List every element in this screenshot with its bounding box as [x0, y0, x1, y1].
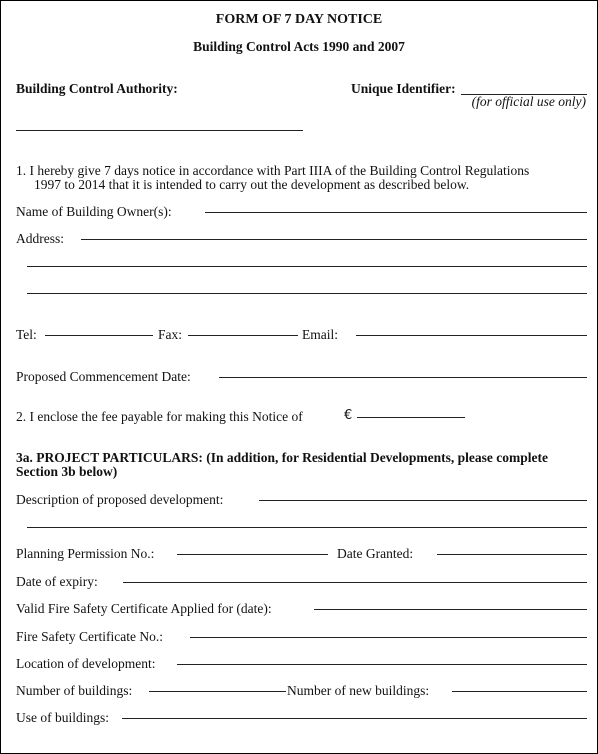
planning-permission-field[interactable] — [177, 554, 328, 555]
date-of-expiry-label: Date of expiry: — [16, 574, 98, 589]
fee-amount-field[interactable] — [357, 417, 465, 418]
use-of-buildings-field[interactable] — [122, 718, 587, 719]
form-title: FORM OF 7 DAY NOTICE — [215, 12, 383, 27]
date-granted-field[interactable] — [437, 554, 587, 555]
form-subtitle: Building Control Acts 1990 and 2007 — [193, 39, 405, 54]
address-label: Address: — [16, 231, 64, 246]
number-of-new-buildings-label: Number of new buildings: — [287, 683, 430, 698]
section3a-heading-line2: Section 3b below) — [16, 464, 118, 479]
number-of-buildings-field[interactable] — [149, 691, 286, 692]
date-of-expiry-field[interactable] — [123, 582, 587, 583]
owner-field[interactable] — [205, 212, 587, 213]
address-field-line3[interactable] — [27, 293, 587, 294]
section1-line1: 1. I hereby give 7 days notice in accordance with Part IIIA of the Building Control Regulations — [16, 163, 530, 178]
description-field-line2[interactable] — [27, 527, 587, 528]
building-control-authority-field[interactable] — [16, 130, 303, 131]
use-of-buildings-label: Use of buildings: — [16, 710, 109, 725]
email-field[interactable] — [356, 335, 587, 336]
section1-line2: 1997 to 2014 that it is intended to carry out the development as described below. — [34, 177, 470, 192]
tel-label: Tel: — [16, 327, 37, 342]
building-control-authority-label: Building Control Authority: — [16, 81, 178, 96]
address-field-line2[interactable] — [27, 266, 587, 267]
section3a-heading-line1: 3a. PROJECT PARTICULARS: (In addition, for Residential Developments, please complete — [16, 450, 549, 465]
number-of-new-buildings-field[interactable] — [452, 691, 587, 692]
number-of-buildings-label: Number of buildings: — [16, 683, 133, 698]
commencement-date-field[interactable] — [219, 377, 587, 378]
owner-label: Name of Building Owner(s): — [16, 204, 172, 219]
fsc-number-label: Fire Safety Certificate No.: — [16, 629, 163, 644]
date-granted-label: Date Granted: — [337, 546, 414, 561]
fsc-number-field[interactable] — [190, 637, 587, 638]
location-label: Location of development: — [16, 656, 156, 671]
planning-permission-label: Planning Permission No.: — [16, 546, 155, 561]
location-field[interactable] — [177, 664, 587, 665]
address-field-line1[interactable] — [81, 239, 587, 240]
description-label: Description of proposed development: — [16, 492, 224, 507]
tel-field[interactable] — [45, 335, 153, 336]
fax-field[interactable] — [188, 335, 298, 336]
fsc-applied-field[interactable] — [314, 609, 587, 610]
fax-label: Fax: — [158, 327, 183, 342]
email-label: Email: — [302, 327, 338, 342]
description-field-line1[interactable] — [259, 500, 587, 501]
official-use-note: (for official use only) — [471, 94, 586, 109]
commencement-date-label: Proposed Commencement Date: — [16, 369, 191, 384]
unique-identifier-label: Unique Identifier: — [351, 81, 456, 96]
euro-symbol: € — [344, 408, 353, 423]
fee-statement: 2. I enclose the fee payable for making this Notice of — [16, 409, 303, 424]
fsc-applied-label: Valid Fire Safety Certificate Applied for (date): — [16, 601, 272, 616]
